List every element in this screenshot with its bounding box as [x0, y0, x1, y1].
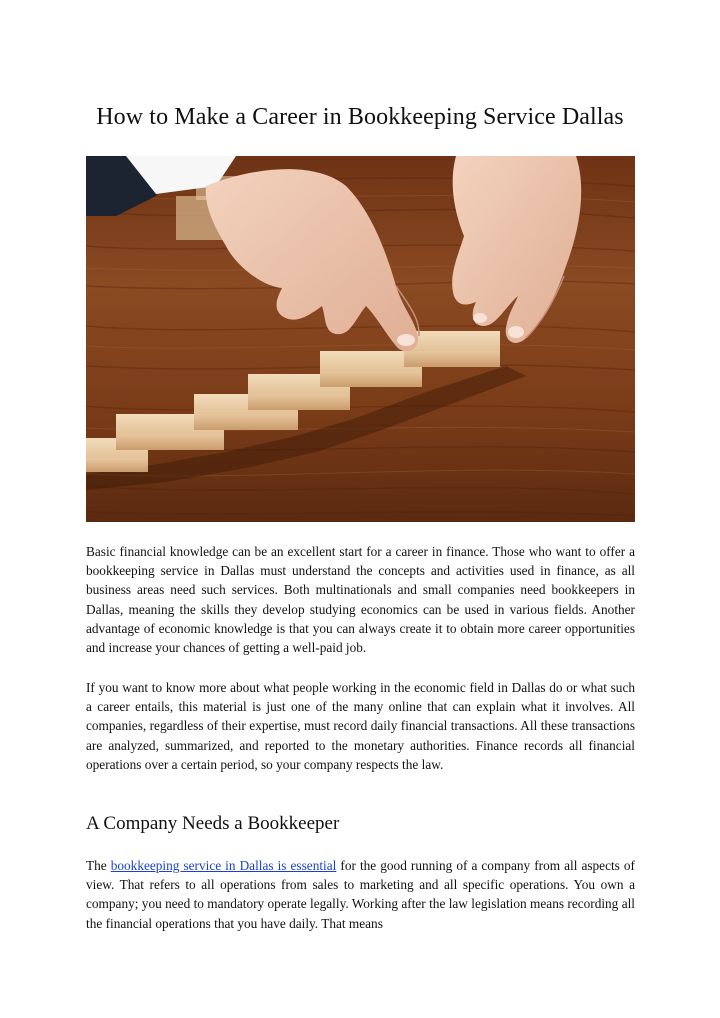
paragraph-economic-field: If you want to know more about what people working in the economic field in Dallas do or what such a career entails, this material is just one of the many online that can explain what it involves. All companies, regardless of their expertise, must record daily financial transactions. All these transactions are analyzed, summarized, and reported to the monetary authorities. Finance records all financial operations over a certain period, so your company respects the law.	[86, 680, 635, 772]
page-title: How to Make a Career in Bookkeeping Service Dallas	[96, 104, 624, 130]
paragraph-intro: Basic financial knowledge can be an excellent start for a career in finance. Those who want to offer a bookkeeping service in Dallas must understand the concepts and activities used in finance, as all business areas need such services. Both multinationals and small companies need bookkeepers in Dallas, meaning the skills they develop studying economics can be used in various fields. Another advantage of economic knowledge is that you can always create it to obtain more career opportunities and increase your chances of getting a well-paid job.	[86, 544, 635, 656]
bookkeeping-service-link[interactable]: bookkeeping service in Dallas is essential	[110, 858, 337, 873]
paragraph-text-before-link: The	[86, 858, 111, 873]
hero-image	[86, 156, 635, 522]
paragraph-text-after-link: for the good running of a company from all aspects of view. That refers to all operations from sales to marketing and all specific operations. You own a company; you need to mandatory operate legally. Working after the law legislation means recording all the financial operations that you have daily. That means	[86, 858, 635, 931]
paragraph-company-needs	[86, 856, 635, 933]
section-heading: A Company Needs a Bookkeeper	[86, 813, 340, 834]
